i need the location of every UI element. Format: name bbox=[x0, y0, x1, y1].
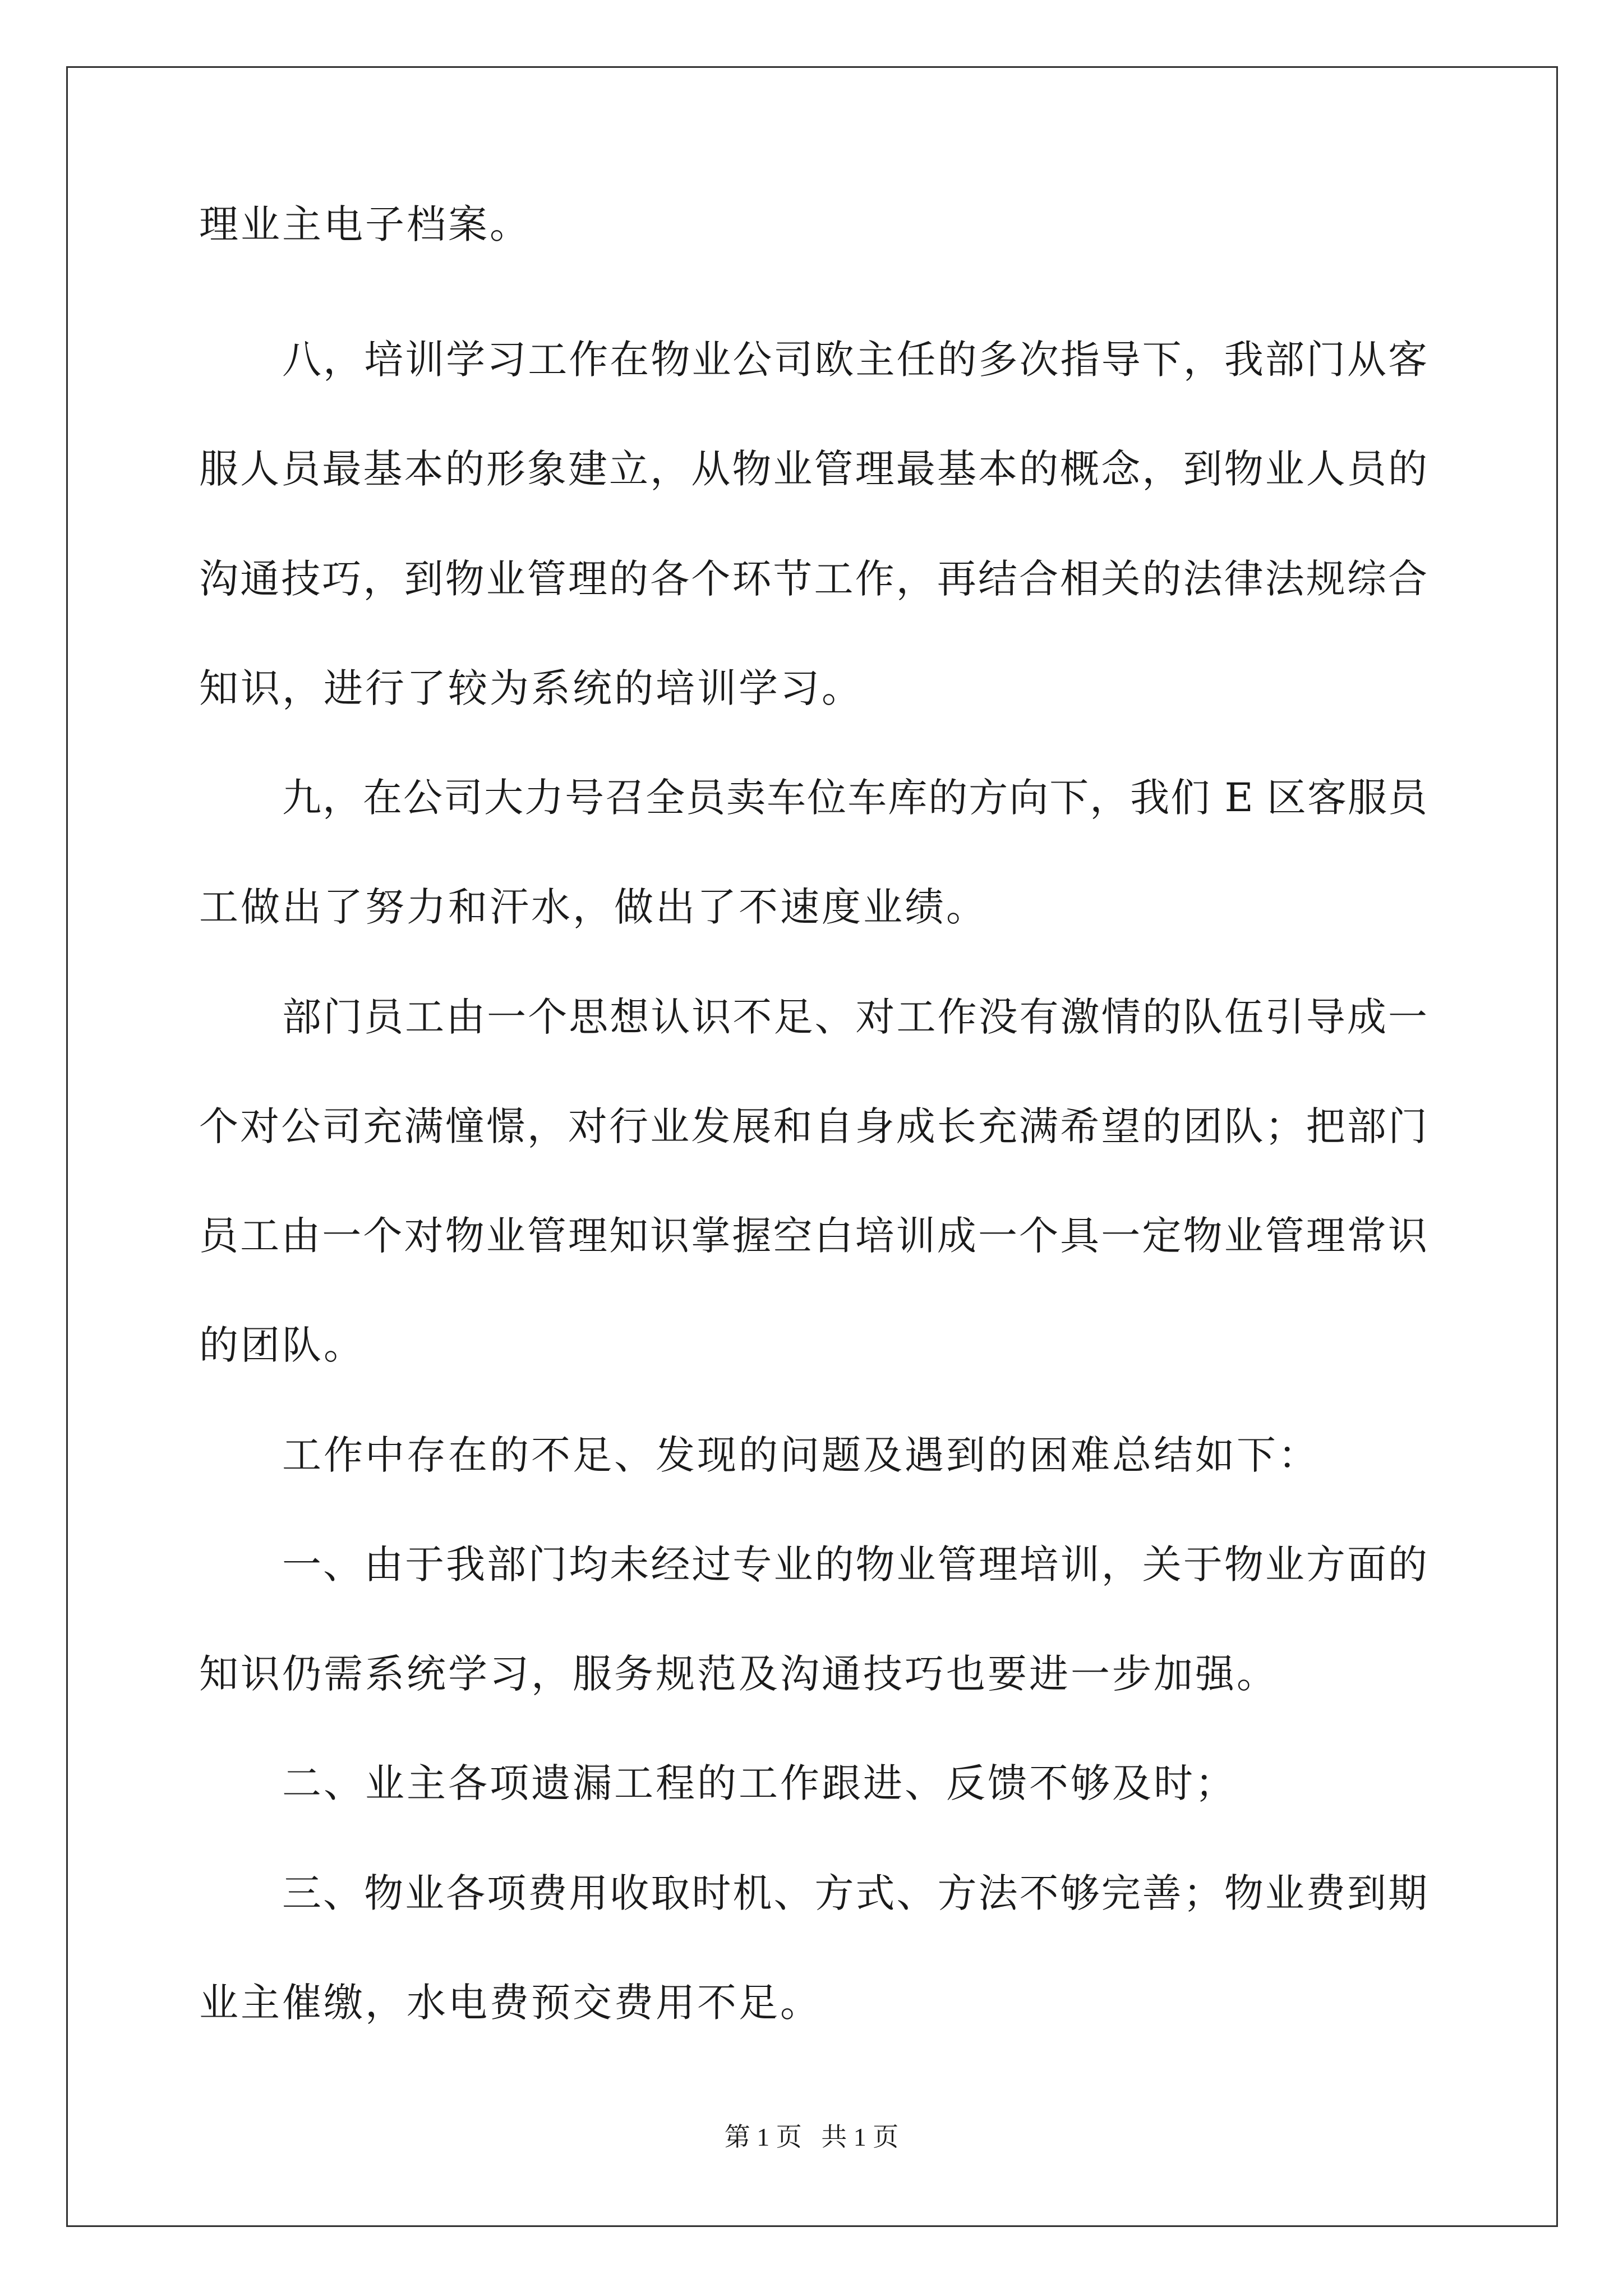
text-line: 三、物业各项费用收取时机、方式、方法不够完善；物业费到期 bbox=[282, 1870, 1427, 1916]
text-line: 知识仍需系统学习，服务规范及沟通技巧也要进一步加强。 bbox=[199, 1651, 1278, 1697]
text-line: 服人员最基本的形象建立，从物业管理最基本的概念，到物业人员的 bbox=[199, 446, 1427, 492]
page-number-footer: 第 1 页 共 1 页 bbox=[724, 2123, 899, 2151]
text-line: 业主催缴，水电费预交费用不足。 bbox=[199, 1980, 822, 2026]
text-line: 二、业主各项遗漏工程的工作跟进、反馈不够及时； bbox=[282, 1760, 1237, 1806]
text-line: 八，培训学习工作在物业公司欧主任的多次指导下，我部门从客 bbox=[282, 337, 1427, 383]
text-line: 理业主电子档案。 bbox=[199, 201, 531, 247]
text-line: 工作中存在的不足、发现的问题及遇到的困难总结如下： bbox=[282, 1432, 1320, 1478]
text-line: 员工由一个对物业管理知识掌握空白培训成一个具一定物业管理常识 bbox=[199, 1213, 1427, 1259]
text-line: 个对公司充满憧憬，对行业发展和自身成长充满希望的团队；把部门 bbox=[199, 1103, 1427, 1149]
text-line: 沟通技巧，到物业管理的各个环节工作，再结合相关的法律法规综合 bbox=[199, 556, 1427, 602]
text-line: 知识，进行了较为系统的培训学习。 bbox=[199, 665, 863, 711]
text-line: 部门员工由一个思想认识不足、对工作没有激情的队伍引导成一 bbox=[282, 994, 1427, 1040]
text-line: 的团队。 bbox=[199, 1322, 365, 1368]
text-line: 九，在公司大力号召全员卖车位车库的方向下，我们 E 区客服员 bbox=[282, 775, 1427, 821]
text-line: 工做出了努力和汗水，做出了不速度业绩。 bbox=[199, 884, 988, 930]
text-line: 一、由于我部门均未经过专业的物业管理培训，关于物业方面的 bbox=[282, 1542, 1427, 1588]
